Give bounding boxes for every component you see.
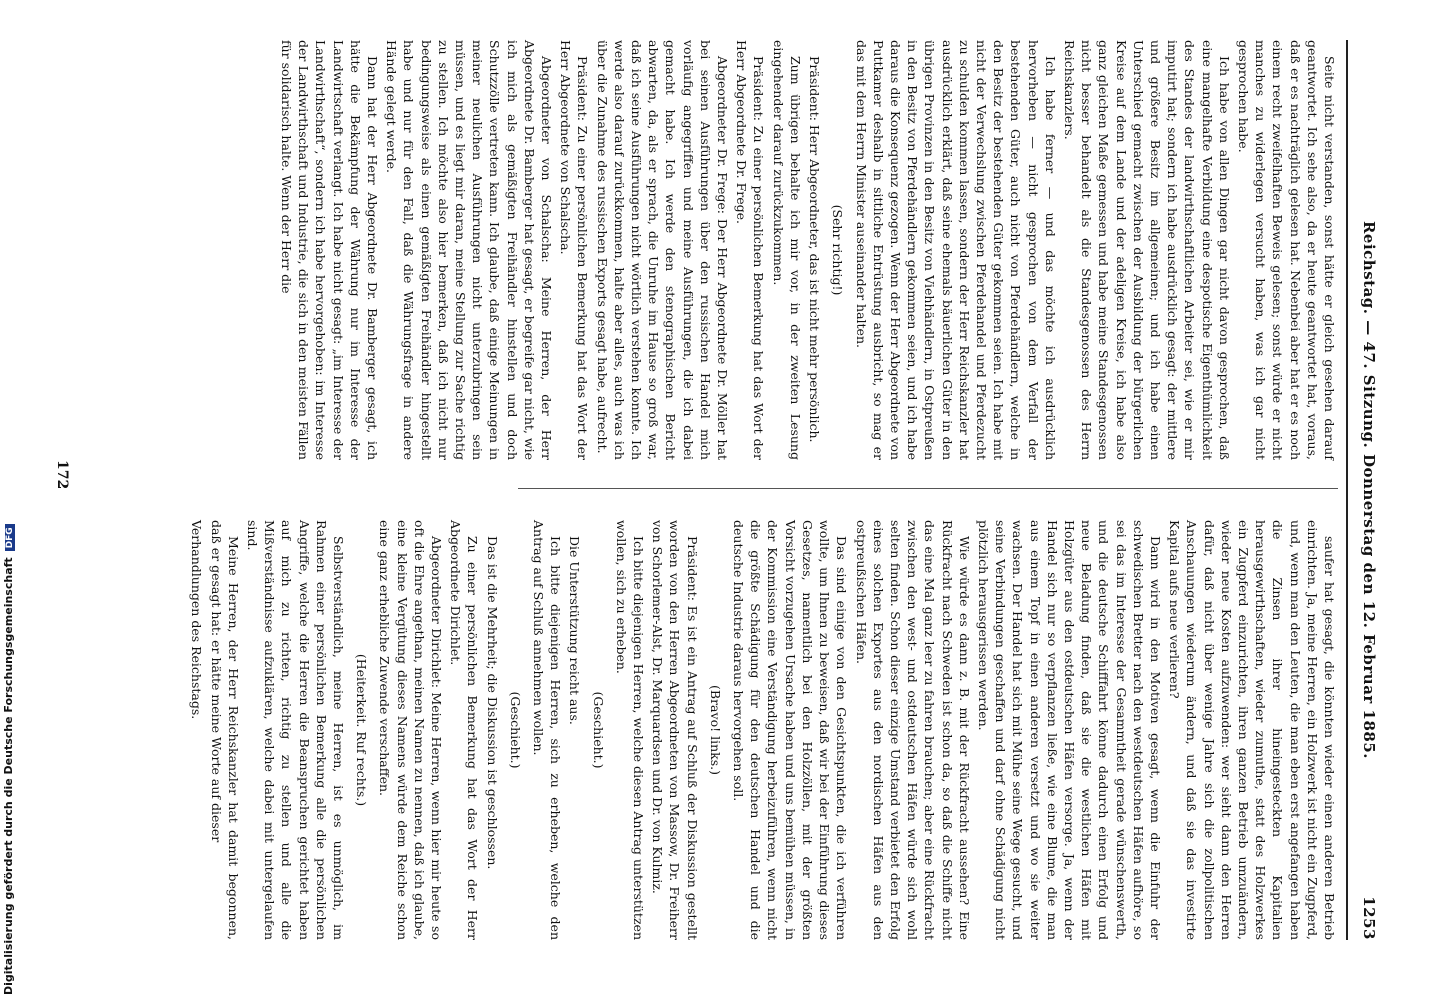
- credit-text: Digitalisierung gefördert durch die Deutsche Forschungsgemeinschaft: [2, 557, 15, 995]
- stage-direction: (Geschieht.): [507, 691, 523, 769]
- dfg-logo: DFG: [5, 524, 15, 551]
- page-header: [1348, 40, 1378, 940]
- right-column: [38, 520, 1338, 940]
- paragraph: Präsident: Zu einer persönlichen Bemerkung hat das Wort der Herr Abgeordnete von Schalscha.: [558, 40, 591, 460]
- paragraph: Abgeordneter Dr. Frege: Der Herr Abgeordnete Dr. Möller hat bei seinen Ausführungen über den russischen Handel mich vorläufig angegriffen und meine Ausführungen, die ich dabei gemacht habe. Ich werde den stenographischen Bericht abwarten, da, als er sprach, die Unruhe im Hause so groß war, daß ich seine Ausführungen nicht wörtlich verstehen konnte. Ich werde also darauf zurückkommen, halte aber alles, auch was ich über die Zunahme des russischen Exports gesagt habe, aufrecht.: [594, 40, 731, 460]
- paragraph: Abgeordneter von Schalscha: Meine Herren, der Herr Abgeordnete Dr. Bamberger hat gesagt, er begreife gar nicht, wie ich mich als gemäßigten Freihändler hinstellen und doch Schutzzölle vertreten kann. Ich glaube, daß einige Meinungen in meiner neulichen Ausführungen nicht unterzubringen sein müssen, und es liegt mir daran, meine Stellung zur Sache richtig zu stellen. Ich möchte also hier bemerken, daß ich nicht nur bedingungsweise als einen gemäßigten Freihändler hingestellt habe und nur für den Fall, daß die Währungsfrage in andere Hände gelegt werde.: [384, 40, 555, 460]
- stage-direction: (Bravo! links.): [707, 685, 723, 775]
- paragraph: Ich habe ferner — und das möchte ich ausdrücklich hervorheben — nicht gesprochen von dem Verfall der bestehenden Güter, auch nicht von Pferdehändlern, welche in den Besitz der bestehenden Güter gekommen seien. Ich habe mit nicht der Verwechslung zwischen Pferdehandel und Pferdezucht zu schulden kommen lassen, sondern der Herr Reichskanzler hat ausdrücklich erklärt, daß seine ehemals bäuerlichen Güter in den übrigen Provinzen in den Besitz von Viehhändlern, in Ostpreußen in den Besitz von Pferdehändlern gekommen seien, und ich habe daraus die Konsequenz gezogen. Wenn der Herr Abgeordnete von Puttkamer deshalb in sittliche Entrüstung ausbricht, so mag er das mit dem Herrn Minister auseinander halten.: [853, 40, 1058, 460]
- page-number: 1253: [1360, 896, 1378, 940]
- paragraph: saufer hat gesagt, die könnten wieder einen anderen Betrieb einrichten. Ja, meine Herren, ein Holzwerk ist nicht ein Zugpferd, und, wenn man den Leuten, die man eben erst angefangen haben die Zinsen ihrer hineingesteckten Kapitalien herausgewirthschaften, wieder zumuthe, statt des Holzwerkes ein Zugpferd einzurichten, ihren ganzen Betrieb umzuändern, wieder neue Kosten aufzuwenden: wer sieht dann den Herren dafür, daß nicht über wenige Jahre sich die zollpolitischen Anschauungen wiederum ändern, und daß sie das investirte Kapital aufs neue verlieren?: [1167, 520, 1337, 940]
- column-divider: [518, 488, 1338, 489]
- paragraph: Meine Herren, der Herr Reichskanzler hat damit begonnen, daß er gesagt hat: er hätte meine Worte auf dieser: [208, 520, 241, 940]
- paragraph: Präsident: Es ist ein Antrag auf Schluß der Diskussion gestellt worden von den Herren Abgeordneten von Massow, Dr. Freiherr von Schorlemer-Alst, Dr. Marquardsen und Dr. von Kulmiz.: [650, 520, 700, 940]
- paragraph: Abgeordneter Dirichlet: Meine Herren, wenn hier mir heute so oft die Ehre angethan, meinen Namen zu nennen, daß ich glaube, eine kleine Vergütung dieses Namens würde dem Reiche schon eine ganz erhebliche Zuwende verschaffen.: [377, 520, 445, 940]
- paragraph: Präsident: Herr Abgeordneter, das ist nicht mehr persönlich.: [807, 56, 823, 443]
- stage-direction: (Geschieht.): [590, 691, 606, 769]
- paragraph: Seite nicht verstanden, sonst hätte er gleich gesehen darauf geantwortet. Ich sehe also, da er heute geantwortet hat, voraus, daß er es nachträglich gelesen hat. Nebenbei aber hat er es noch einem recht zweifelhaften Beweis gelesen; sonst würde er nicht manches zu widerlegen versucht haben, was ich gar nicht gesprochen habe.: [1235, 40, 1337, 460]
- running-title: Reichstag. — 47. Sitzung. Donnerstag den 12. Februar 1885.: [1360, 220, 1378, 760]
- paragraph: Zum übrigen behalte ich mir vor, in der zweiten Lesung eingehender darauf zurückzukommen.: [770, 40, 803, 460]
- header-rule: [1346, 40, 1348, 940]
- paragraph: Präsident: Zu einer persönlichen Bemerkung hat das Wort der Herr Abgeordnete Dr. Frege.: [734, 40, 767, 460]
- stage-direction: (Sehr richtig!): [830, 204, 846, 296]
- paragraph: Wie würde es dann z. B. mit der Rückfracht aussehen? Eine Rückfracht nach Schweden ist schon da, so daß die Schiffe nicht das eine Mal ganz leer zu fahren brauchen; aber eine Rückfracht zwischen den west- und ostdeutschen Häfen würde sich wohl selten finden. Schon dieser einzige Umstand verbietet den Erfolg eines solchen Exportes aus den nordischen Häfen aus den ostpreußischen Häfen.: [853, 520, 972, 940]
- stage-direction: (Heiterkeit. Ruf rechts.): [354, 653, 370, 807]
- left-column: [38, 40, 1338, 460]
- paragraph: Dann wird in den Motiven gesagt, wenn die Einfuhr der schwedischen Bretter nach den westdeutschen Häfen aufhöre, so sei das im Interesse der Gesammtheit gerade wünschenswerth, und die deutsche Schifffahrt könne dadurch einen Erfolg und neue Beladung finden, daß sie die westlichen Häfen mit Holzgüter aus den ostdeutschen Häfen versorge. Ja, wenn der Handel sich nur so verpflanzen ließe, wie eine Blume, die man aus einem Topf in einen anderen versetzt und wo sie weiter wachsen. Der Handel hat sich mit Mühe seine Wege gesucht, und seine Verbindungen geschaffen und darf ohne Schädigung nicht plötzlich herausgerissen werden.: [975, 520, 1163, 940]
- paragraph: Das ist die Mehrheit; die Diskussion ist geschlossen.: [484, 536, 500, 870]
- paragraph: Dann hat der Herr Abgeordnete Dr. Bamberger gesagt, ich hätte die Bekämpfung der Währung nur im Interesse der Landwirtschaft verlangt. Ich habe nicht gesagt: „im Interesse der Landwirthschaft“, sondern ich habe hervorgehoben: im Interesse der Landwirthschaft und Industrie, die sich in den meisten Fällen für solidarisch halte. Wenn der Herr die: [279, 40, 381, 460]
- signature-mark: 172: [54, 460, 70, 490]
- paragraph: Selbstverständlich, meine Herren, ist es unmöglich, im Rahmen einer persönlichen Bemerkung alle die persönlichen Angriffe, welche die Herren die Beanspruchen gerichtet haben auf mich zu richten, richtig zu stellen und alle die Mißverständnisse aufzuklären, welche dabei mit untergelaufen sind.: [245, 520, 347, 940]
- paragraph: Verhandlungen des Reichstags.: [189, 520, 205, 720]
- paragraph: Ich bitte diejenigen Herren, welche diesen Antrag unterstützen wollen, sich zu erheben.: [613, 520, 647, 940]
- paragraph: Zu einer persönlichen Bemerkung hat das Wort der Herr Abgeordnete Dirichlet.: [448, 520, 481, 940]
- paragraph: Ich bitte diejenigen Herren, sich zu erheben, welche den Antrag auf Schluß annehmen wollen.: [531, 520, 564, 940]
- paragraph: Ich habe von allen Dingen gar nicht davon gesprochen, daß eine mangelhafte Verbildung eine despotische Eigenthümlichkeit des Standes der landwirthschaftlichen Arbeiter sei, wie er mir imputirt hat; sondern ich habe ausdrücklich gesagt: der mittlere und größere Besitz im allgemeinen; und ich habe einen Unterschied gemacht zwischen der Ausbildung der bürgerlichen Kreise auf dem Lande und der adeligen Kreise, ich habe also ganz gleichen Maße gemessen und habe meine Standesgenossen nicht besser behandelt als die Standesgenossen des Herrn Reichskanzlers.: [1061, 40, 1232, 460]
- paragraph: Die Unterstützung reicht aus.: [567, 536, 583, 725]
- paragraph: Das sind einige von den Gesichtspunkten, die ich verführen wollte, um Ihnen zu beweisen, daß wir bei der Einführung dieses Gesetzes, namentlich bei den Holzzöllen, mit der größten Vorsicht vorzugehen Ursache haben und uns bemühen müssen, in der Kommission eine Verständigung herbeizuführen, wenn nicht die größte Schädigung für den deutschen Handel und die deutsche Industrie daraus hervorgehen soll.: [731, 520, 850, 940]
